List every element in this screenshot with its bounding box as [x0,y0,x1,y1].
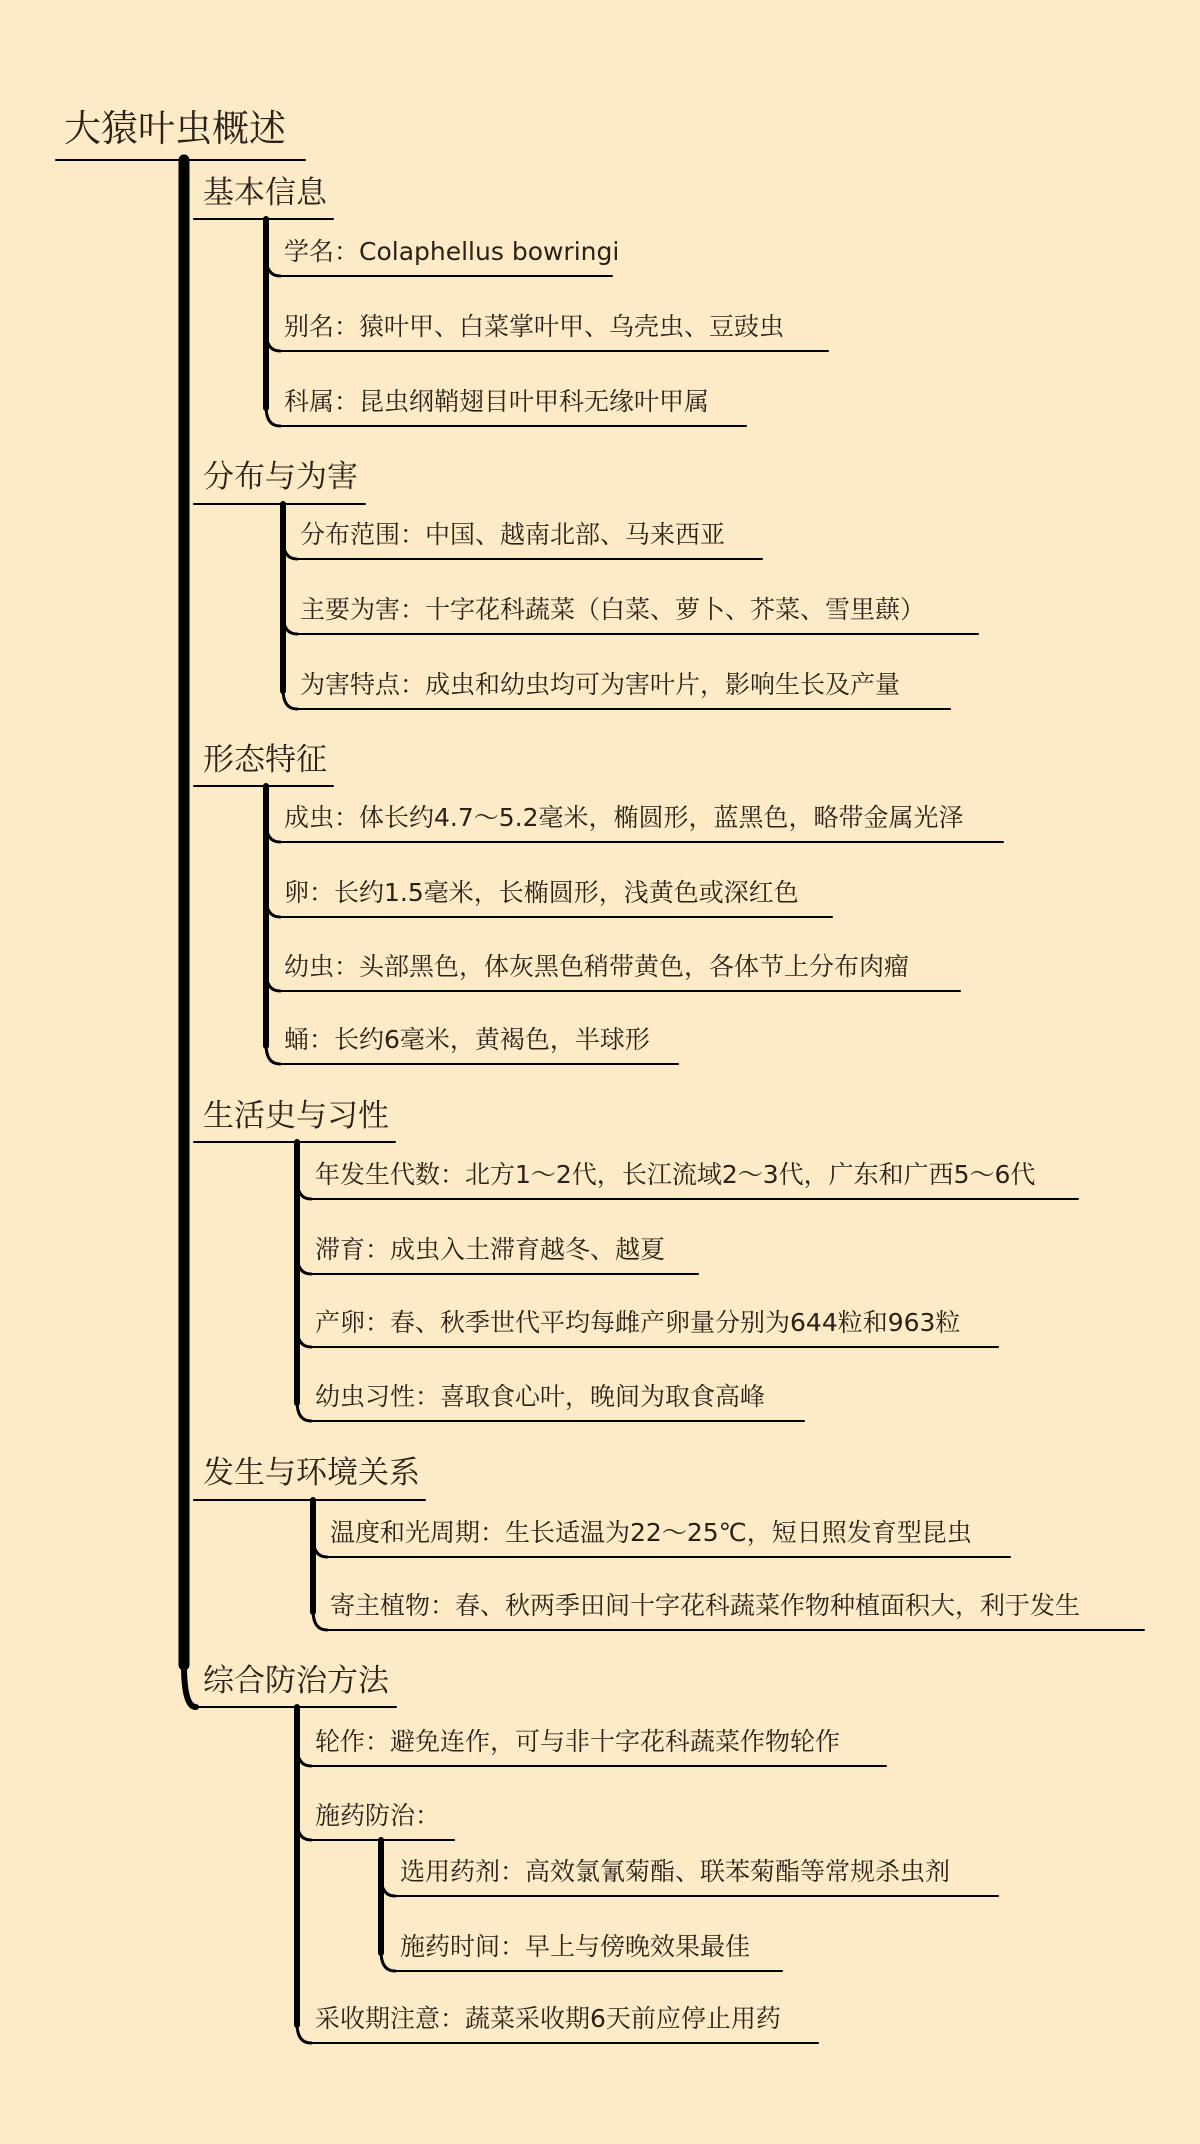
morphology-larva: 幼虫：头部黑色，体灰黑色稍带黄色，各体节上分布肉瘤 [284,952,910,981]
section-distribution-title: 分布与为害 [203,459,358,495]
lifecycle-larva-habit: 幼虫习性：喜取食心叶，晚间为取食高峰 [315,1382,766,1411]
control-spraying-agents: 选用药剂：高效氯氰菊酯、联苯菊酯等常规杀虫剂 [400,1857,951,1886]
control-rotation: 轮作：避免连作，可与非十字花科蔬菜作物轮作 [315,1727,841,1756]
environment-host-plants: 寄主植物：春、秋两季田间十字花科蔬菜作物种植面积大，利于发生 [330,1591,1081,1620]
mindmap-root-title: 大猿叶虫概述 [64,107,286,150]
control-spraying-time: 施药时间：早上与傍晚效果最佳 [400,1932,751,1961]
lifecycle-oviposition: 产卵：春、秋季世代平均每雌产卵量分别为644粒和963粒 [315,1308,961,1337]
control-spraying: 施药防治： [315,1801,441,1830]
main-trunk-end-curve [184,1665,196,1707]
section-environment-title: 发生与环境关系 [203,1455,420,1491]
morphology-pupa: 蛹：长约6毫米，黄褐色，半球形 [284,1025,650,1054]
environment-temperature: 温度和光周期：生长适温为22～25℃，短日照发育型昆虫 [330,1518,972,1547]
control-harvest-caution: 采收期注意：蔬菜采收期6天前应停止用药 [315,2004,781,2033]
section-control-title: 综合防治方法 [203,1663,389,1699]
section-lifecycle-title: 生活史与习性 [203,1098,389,1134]
section-morphology-title: 形态特征 [203,742,327,778]
basic-info-alias: 别名：猿叶甲、白菜掌叶甲、乌壳虫、豆豉虫 [284,312,785,341]
basic-info-scientific-name: 学名：Colaphellus bowringi [284,237,620,266]
distribution-range: 分布范围：中国、越南北部、马来西亚 [300,520,726,549]
morphology-adult: 成虫：体长约4.7～5.2毫米，椭圆形，蓝黑色，略带金属光泽 [284,803,964,832]
distribution-harm-features: 为害特点：成虫和幼虫均可为害叶片，影响生长及产量 [300,670,901,699]
lifecycle-diapause: 滞育：成虫入土滞育越冬、越夏 [315,1235,666,1264]
section-basic-info-title: 基本信息 [203,175,327,211]
distribution-main-harm: 主要为害：十字花科蔬菜（白菜、萝卜、芥菜、雪里蕻） [300,595,926,624]
morphology-egg: 卵：长约1.5毫米，长椭圆形，浅黄色或深红色 [284,878,799,907]
lifecycle-generations: 年发生代数：北方1～2代，长江流域2～3代，广东和广西5～6代 [315,1160,1036,1189]
basic-info-taxonomy: 科属：昆虫纲鞘翅目叶甲科无缘叶甲属 [284,387,710,416]
